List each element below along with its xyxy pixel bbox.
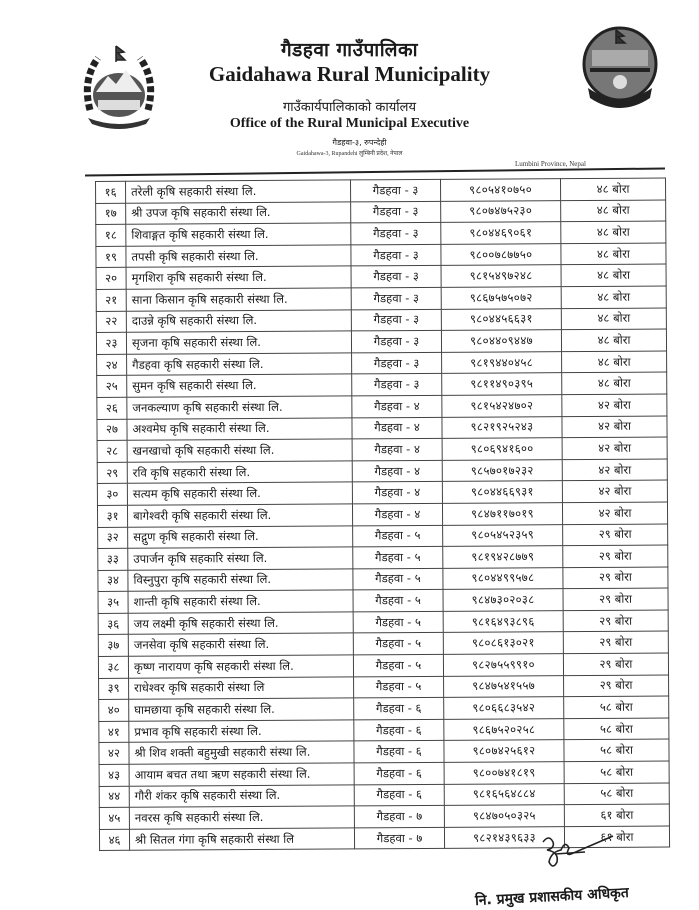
organization-name-cell: खनखाचो कृषि सहकारी संस्था लि. (127, 439, 352, 462)
ward-cell: गैडहवा - ३ (352, 374, 442, 396)
serial-number-cell: ३६ (98, 613, 128, 635)
quantity-cell: ४८ बोरा (562, 351, 667, 373)
organization-name-cell: मृगशिरा कृषि सहकारी संस्था लि. (126, 266, 351, 289)
quantity-cell: ४२ बोरा (562, 459, 667, 481)
ward-cell: गैडहवा - ६ (354, 741, 444, 763)
organization-name-cell: सत्यम कृषि सहकारी संस्था लि. (127, 482, 352, 505)
phone-cell: ९८१५४२४७०२ (442, 395, 562, 417)
phone-cell: ९८०४४९९५७८ (443, 567, 563, 589)
address-nepali: गैडहवा-३, रुपन्देही (332, 138, 387, 147)
ward-cell: गैडहवा - ४ (352, 503, 442, 525)
ward-cell: गैडहवा - ४ (352, 460, 442, 482)
serial-number-cell: ३७ (98, 635, 128, 657)
phone-cell: ९८०५४१०७५० (440, 179, 560, 201)
quantity-cell: २९ बोरा (563, 567, 668, 589)
ward-cell: गैडहवा - ३ (350, 179, 440, 201)
quantity-cell: ४८ बोरा (561, 286, 666, 308)
serial-number-cell: ३५ (98, 592, 128, 614)
quantity-cell: ५८ बोरा (564, 739, 669, 761)
quantity-cell: २९ बोरा (563, 588, 668, 610)
organization-name-cell: श्री शिव शक्ती बहुमुखी सहकारी संस्था लि. (129, 741, 354, 764)
ward-cell: गैडहवा - ६ (354, 719, 444, 741)
phone-cell: ९८१९४२८७७९ (443, 546, 563, 568)
quantity-cell: ४८ बोरा (560, 178, 665, 200)
organization-name-cell: जनसेवा कृषि सहकारी संस्था लि. (128, 633, 353, 656)
organization-name-cell: राधेश्वर कृषि सहकारी संस्था लि (129, 677, 354, 700)
serial-number-cell: ३२ (98, 527, 128, 549)
quantity-cell: ६१ बोरा (564, 804, 669, 826)
phone-cell: ९८२७५५९९१० (443, 654, 563, 676)
serial-number-cell: १६ (96, 181, 126, 203)
organization-name-cell: सृजना कृषि सहकारी संस्था लि. (126, 331, 351, 354)
quantity-cell: २९ बोरा (563, 631, 668, 653)
phone-cell: ९८०७४७५२३० (441, 200, 561, 222)
organization-name-cell: रवि कृषि सहकारी संस्था लि. (127, 461, 352, 484)
phone-cell: ९८००७८७७५० (441, 243, 561, 265)
quantity-cell: ५८ बोरा (564, 696, 669, 718)
organization-name-cell: शान्ती कृषि सहकारी संस्था लि. (128, 590, 353, 613)
organization-name-cell: जय लक्ष्मी कृषि सहकारी संस्था लि. (128, 612, 353, 635)
phone-cell: ९८२१९२५२४३ (442, 416, 562, 438)
organization-name-cell: गौरी शंकर कृषि सहकारी संस्था लि. (129, 785, 354, 808)
serial-number-cell: ३४ (98, 570, 128, 592)
office-name-english: Office of the Rural Municipal Executive (229, 116, 470, 131)
ward-cell: गैडहवा - ७ (354, 827, 444, 849)
serial-number-cell: २४ (97, 354, 127, 376)
province-label: Lumbini Province, Nepal (515, 160, 586, 168)
phone-cell: ९८०६६८३५४२ (444, 697, 564, 719)
ward-cell: गैडहवा - ४ (352, 417, 442, 439)
ward-cell: गैडहवा - ४ (352, 482, 442, 504)
ward-cell: गैडहवा - ३ (352, 352, 442, 374)
ward-cell: गैडहवा - ५ (353, 654, 443, 676)
organization-name-cell: प्रभाव कृषि सहकारी संस्था लि. (129, 720, 354, 743)
organization-name-cell: साना किसान कृषि सहकारी संस्था लि. (126, 288, 351, 311)
phone-cell: ९८०८६१३०२१ (443, 632, 563, 654)
ward-cell: गैडहवा - ५ (353, 525, 443, 547)
quantity-cell: ५८ बोरा (564, 761, 669, 783)
serial-number-cell: १७ (96, 203, 126, 225)
serial-number-cell: ३० (97, 484, 127, 506)
organization-name-cell: नवरस कृषि सहकारी संस्था लि. (129, 806, 354, 829)
phone-cell: ९८५७०१७२३२ (442, 459, 562, 481)
serial-number-cell: ४० (99, 700, 129, 722)
phone-cell: ९८११४९०३९५ (442, 373, 562, 395)
ward-cell: गैडहवा - ३ (351, 287, 441, 309)
ward-cell: गैडहवा - ५ (353, 611, 443, 633)
organization-name-cell: विस्नुपुरा कृषि सहकारी संस्था लि. (128, 569, 353, 592)
phone-cell: ९८०६९४१६०० (442, 438, 562, 460)
phone-cell: ९८६७५२०२५८ (444, 718, 564, 740)
quantity-cell: ४८ बोरा (561, 264, 666, 286)
signature-icon (535, 832, 615, 872)
organization-name-cell: शिवाङ्गत कृषि सहकारी संस्था लि. (126, 223, 351, 246)
ward-cell: गैडहवा - ४ (352, 395, 442, 417)
serial-number-cell: ३१ (97, 505, 127, 527)
ward-cell: गैडहवा - ३ (351, 309, 441, 331)
serial-number-cell: ४४ (99, 786, 129, 808)
quantity-cell: ६१ बोरा (564, 826, 669, 848)
ward-cell: गैडहवा - ६ (354, 698, 444, 720)
quantity-cell: ४८ बोरा (561, 200, 666, 222)
phone-cell: ९८०४४५६६३१ (441, 308, 561, 330)
organization-name-cell: श्री सितल गंगा कृषि सहकारी संस्था लि (129, 828, 354, 851)
ward-cell: गैडहवा - ६ (354, 762, 444, 784)
organization-name-cell: आयाम बचत तथा ऋण सहकारी संस्था लि. (129, 763, 354, 786)
serial-number-cell: ३३ (98, 548, 128, 570)
phone-cell: ९८२१४३९६३३ (444, 826, 564, 848)
ward-cell: गैडहवा - ४ (352, 439, 442, 461)
ward-cell: गैडहवा - ५ (353, 546, 443, 568)
phone-cell: ९८६७५७५०७२ (441, 287, 561, 309)
serial-number-cell: २२ (96, 311, 126, 333)
organization-name-cell: तरेली कृषि सहकारी संस्था लि. (126, 180, 351, 203)
phone-cell: ९८०४४०९४४७ (441, 330, 561, 352)
quantity-cell: ४८ बोरा (561, 221, 666, 243)
ward-cell: गैडहवा - ५ (353, 590, 443, 612)
serial-number-cell: २० (96, 268, 126, 290)
phone-cell: ९८०७४२५६१२ (444, 740, 564, 762)
quantity-cell: ५८ बोरा (564, 783, 669, 805)
serial-number-cell: १९ (96, 246, 126, 268)
organization-name-cell: अश्वमेघ कृषि सहकारी संस्था लि. (127, 417, 352, 440)
quantity-cell: ४२ बोरा (562, 502, 667, 524)
phone-cell: ९८०५४५२३५९ (443, 524, 563, 546)
ward-cell: गैडहवा - ३ (351, 331, 441, 353)
quantity-cell: ४२ बोरा (562, 394, 667, 416)
organization-name-cell: सुमन कृषि सहकारी संस्था लि. (127, 374, 352, 397)
ward-cell: गैडहवा - ३ (351, 223, 441, 245)
phone-cell: ९८१५४९७२४८ (441, 265, 561, 287)
organization-name-cell: श्री उपज कृषि सहकारी संस्था लि. (126, 202, 351, 225)
address-english: Gaidahawa-3, Rupandehi लुम्बिनी प्रदेश, नेपाल (296, 151, 403, 157)
serial-number-cell: ४६ (99, 829, 129, 851)
serial-number-cell: २९ (97, 462, 127, 484)
municipality-name-nepali: गैडहवा गाउँपालिका (280, 39, 419, 61)
serial-number-cell: १८ (96, 225, 126, 247)
serial-number-cell: २३ (96, 332, 126, 354)
phone-cell: ९८०४४६९०६१ (441, 222, 561, 244)
quantity-cell: ४८ बोरा (562, 372, 667, 394)
ward-cell: गैडहवा - ६ (354, 784, 444, 806)
serial-number-cell: ३९ (99, 678, 129, 700)
ward-cell: गैडहवा - ५ (353, 633, 443, 655)
ward-cell: गैडहवा - ५ (354, 676, 444, 698)
quantity-cell: २९ बोरा (563, 610, 668, 632)
quantity-cell: ४८ बोरा (561, 329, 666, 351)
phone-cell: ९८००७४१८१९ (444, 762, 564, 784)
quantity-cell: ४८ बोरा (561, 243, 666, 265)
organization-name-cell: बागेश्वरी कृषि सहकारी संस्था लि. (127, 504, 352, 527)
municipality-name-english: Gaidahawa Rural Municipality (208, 62, 491, 86)
ward-cell: गैडहवा - ७ (354, 806, 444, 828)
serial-number-cell: २७ (97, 419, 127, 441)
phone-cell: ९८१६४९३८९६ (443, 611, 563, 633)
header-divider (85, 167, 665, 176)
phone-cell: ९८१९४४०४५८ (442, 351, 562, 373)
ward-cell: गैडहवा - ३ (351, 266, 441, 288)
serial-number-cell: ३८ (98, 656, 128, 678)
serial-number-cell: ४३ (99, 764, 129, 786)
quantity-cell: ४२ बोरा (562, 480, 667, 502)
quantity-cell: २९ बोरा (564, 675, 669, 697)
organization-name-cell: गैडहवा कृषि सहकारी संस्था लि. (127, 353, 352, 376)
quantity-cell: ४२ बोरा (562, 416, 667, 438)
serial-number-cell: ४५ (99, 808, 129, 830)
organization-name-cell: उपार्जन कृषि सहकारि संस्था लि. (128, 547, 353, 570)
phone-cell: ९८४७११७०१९ (442, 503, 562, 525)
quantity-cell: ४८ बोरा (561, 308, 666, 330)
organization-name-cell: कृष्ण नारायण कृषि सहकारी संस्था लि. (128, 655, 353, 678)
ward-cell: गैडहवा - ३ (351, 244, 441, 266)
officer-title: नि. प्रमुख प्रशासकीय अधिकृत (474, 884, 630, 910)
organization-name-cell: सद्गुण कृषि सहकारी संस्था लि. (128, 525, 353, 548)
quantity-cell: ४२ बोरा (562, 437, 667, 459)
organization-name-cell: दाउन्ने कृषि सहकारी संस्था लि. (126, 309, 351, 332)
organization-name-cell: तपसी कृषि सहकारी संस्था लि. (126, 245, 351, 268)
phone-cell: ९८४७५४१५५७ (444, 675, 564, 697)
phone-cell: ९८१६५६४८८४ (444, 783, 564, 805)
phone-cell: ९८०४४६६९३१ (442, 481, 562, 503)
serial-number-cell: २८ (97, 440, 127, 462)
serial-number-cell: २१ (96, 289, 126, 311)
serial-number-cell: ४२ (99, 743, 129, 765)
phone-cell: ९८४७०५०३२५ (444, 805, 564, 827)
cooperative-table (95, 178, 670, 852)
municipality-seal-icon (580, 22, 660, 122)
ward-cell: गैडहवा - ५ (353, 568, 443, 590)
phone-cell: ९८४७३०२०३८ (443, 589, 563, 611)
organization-name-cell: जनकल्याण कृषि सहकारी संस्था लि. (127, 396, 352, 419)
serial-number-cell: ४१ (99, 721, 129, 743)
quantity-cell: ५८ बोरा (564, 718, 669, 740)
serial-number-cell: २५ (97, 376, 127, 398)
office-name-nepali: गाउँकार्यपालिकाको कार्यालय (282, 100, 417, 115)
quantity-cell: २९ बोरा (563, 653, 668, 675)
ward-cell: गैडहवा - ३ (351, 201, 441, 223)
serial-number-cell: २६ (97, 397, 127, 419)
organization-name-cell: घामछाया कृषि सहकारी संस्था लि. (129, 698, 354, 721)
quantity-cell: २९ बोरा (563, 545, 668, 567)
quantity-cell: २९ बोरा (563, 524, 668, 546)
